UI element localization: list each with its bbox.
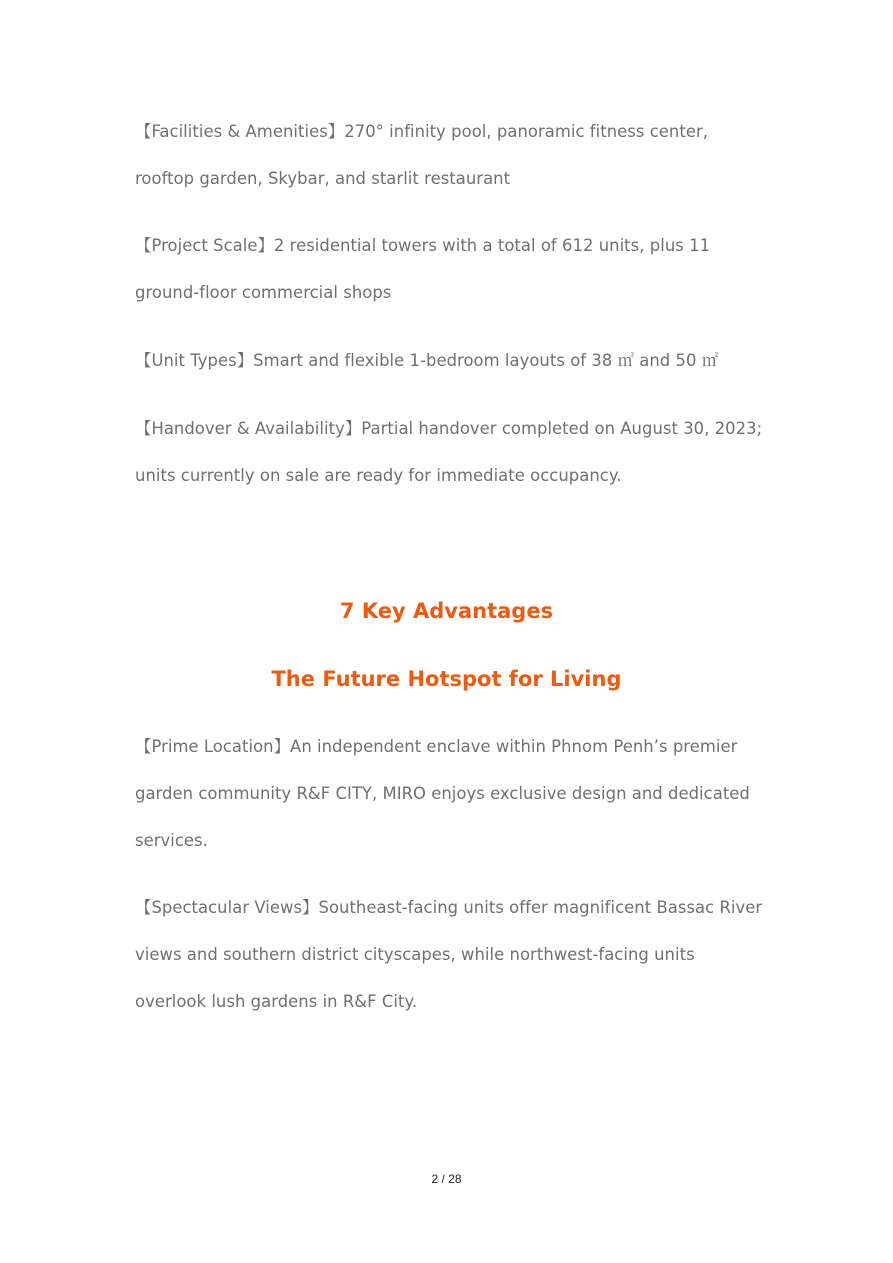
paragraph-handover-availability: 【Handover & Availability】Partial handover completed on August 30, 2023; units currently on sale are ready for immediate occupancy. bbox=[135, 419, 763, 485]
heading-future-hotspot: The Future Hotspot for Living bbox=[271, 667, 622, 691]
paragraph-spectacular-views: 【Spectacular Views】Southeast-facing units offer magnificent Bassac River views and southern district cityscapes, while northwest-facing units overlook lush gardens in R&F City. bbox=[135, 898, 763, 1011]
heading-key-advantages: 7 Key Advantages bbox=[339, 599, 554, 623]
paragraph-prime-location: 【Prime Location】An independent enclave within Phnom Penh’s premier garden community R&F CITY, MIRO enjoys exclusive design and dedicated services. bbox=[135, 737, 750, 850]
paragraph-facilities-amenities: 【Facilities & Amenities】270° infinity pool, panoramic fitness center, rooftop garden, Skybar, and starlit restaurant bbox=[135, 122, 708, 188]
paragraph-project-scale: 【Project Scale】2 residential towers with a total of 612 units, plus 11 ground-floor commercial shops bbox=[135, 236, 711, 302]
paragraph-unit-types: 【Unit Types】Smart and flexible 1-bedroom layouts of 38 ㎡ and 50 ㎡ bbox=[135, 351, 719, 370]
page-number: 2 / 28 bbox=[431, 1172, 462, 1186]
